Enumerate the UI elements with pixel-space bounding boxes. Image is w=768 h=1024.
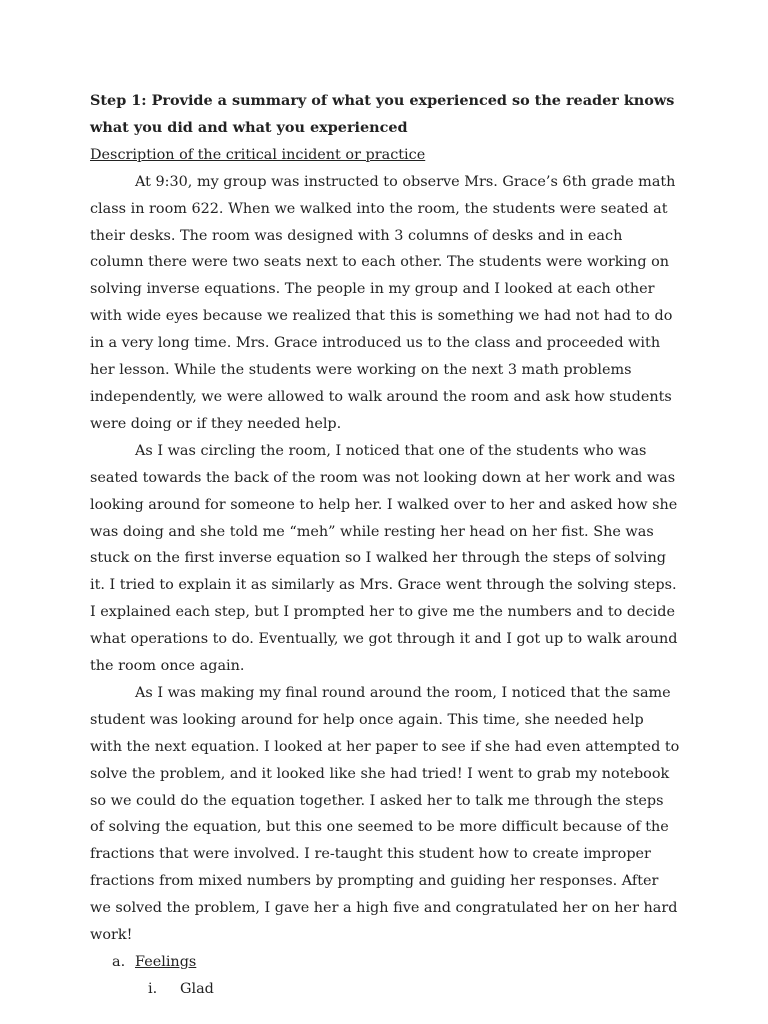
- list-marker-a: a.: [112, 954, 126, 970]
- document-body: [90, 88, 680, 1003]
- section-subheading: Description of the critical incident or practice: [90, 146, 426, 163]
- step-heading: Step 1: Provide a summary of what you experienced so the reader knows what you did and what you experienced: [90, 92, 675, 136]
- paragraph-3: As I was making my final round around the room, I noticed that the same student was looking around for help once again. This time, she needed help with the next equation. I looked at her paper to see if she had even attempted to solve the problem, and it looked like she had tried! I went to grab my notebook so we could do the equation together. I asked her to talk me through the steps of solving the equation, but this one seemed to be more difficult because of the fractions that were involved. I re-taught this student how to create improper fractions from mixed numbers by prompting and guiding her responses. After we solved the problem, I gave her a high five and congratulated her on her hard work!: [90, 684, 680, 944]
- list-label-feelings: Feelings: [135, 954, 197, 970]
- paragraph-1: At 9:30, my group was instructed to observe Mrs. Grace’s 6th grade math class in room 622. When we walked into the room, the students were seated at their desks. The room was designed with 3 columns of desks and in each column there were two seats next to each other. The students were working on solving inverse equations. The people in my group and I looked at each other with wide eyes because we realized that this is something we had not had to do in a very long time. Mrs. Grace introduced us to the class and proceeded with her lesson. While the students were working on the next 3 math problems independently, we were allowed to walk around the room and ask how students were doing or if they needed help.: [90, 173, 676, 432]
- list-item-feelings: [90, 949, 680, 976]
- paragraph-2: As I was circling the room, I noticed that one of the students who was seated towards the back of the room was not looking down at her work and was looking around for someone to help her. I walked over to her and asked how she was doing and she told me “meh” while resting her head on her fist. She was stuck on the first inverse equation so I walked her through the steps of solving it. I tried to explain it as similarly as Mrs. Grace went through the solving steps. I explained each step, but I prompted her to give me the numbers and to decide what operations to do. Eventually, we got through it and I got up to walk around the room once again.: [90, 442, 678, 675]
- list-marker-i: i.: [148, 980, 158, 997]
- list-subitem-glad: [90, 976, 680, 1003]
- list-label-glad: Glad: [180, 980, 214, 997]
